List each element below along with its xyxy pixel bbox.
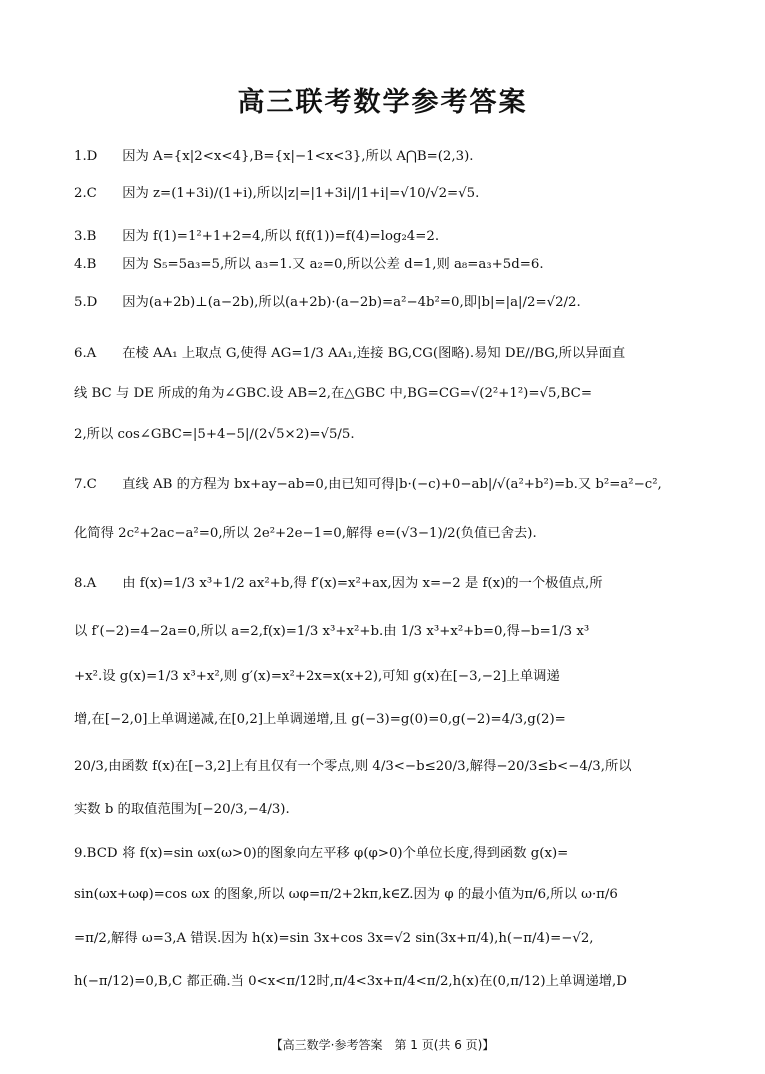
answer-line — [74, 150, 474, 163]
answer-label: 7.C — [74, 477, 97, 492]
answer-text: sin(ωx+ωφ)=cos ωx 的图象,所以 ωφ=π/2+2kπ,k∈Z.因为 φ 的最小值为π/6,所以 ω·π/6 — [74, 887, 618, 902]
answer-line — [74, 803, 290, 816]
answer-line — [74, 975, 627, 988]
answer-line — [74, 713, 566, 726]
answer-line — [74, 670, 560, 683]
page-footer: 【高三数学·参考答案 第 1 页(共 6 页)】 — [270, 1038, 495, 1052]
answer-text: 因为 f(1)=1²+1+2=4,所以 f(f(1))=f(4)=log₂4=2. — [122, 229, 440, 244]
answer-label: 5.D — [74, 295, 98, 310]
answer-text: 因为 S₅=5a₃=5,所以 a₃=1.又 a₂=0,所以公差 d=1,则 a₈=a₃+5d=6. — [122, 257, 544, 272]
answer-text: 在棱 AA₁ 上取点 G,使得 AG=1/3 AA₁,连接 BG,CG(图略).易知 DE//BG,所以异面直 — [122, 346, 626, 361]
answer-line — [74, 932, 594, 945]
answer-label: 2.C — [74, 186, 97, 201]
answer-line — [74, 187, 479, 200]
answer-text: 因为 z=(1+3i)/(1+i),所以|z|=|1+3i|/|1+i|=√10/√2=√5. — [122, 186, 480, 201]
answer-label: 1.D — [74, 149, 98, 164]
answer-text: =π/2,解得 ω=3,A 错误.因为 h(x)=sin 3x+cos 3x=√2 sin(3x+π/4),h(−π/4)=−√2, — [74, 931, 594, 946]
answer-line — [74, 527, 537, 540]
answer-line — [74, 577, 603, 590]
answer-text: 实数 b 的取值范围为[−20/3,−4/3). — [74, 802, 290, 817]
answer-line — [74, 258, 544, 271]
answer-line — [74, 296, 581, 309]
answer-line — [74, 347, 625, 360]
answer-line — [74, 387, 592, 400]
answer-line — [74, 478, 662, 491]
answer-text: 因为 A={x|2<x<4},B={x|−1<x<3},所以 A⋂B=(2,3). — [122, 149, 474, 164]
answer-line — [74, 625, 589, 638]
answer-text: h(−π/12)=0,B,C 都正确.当 0<x<π/12时,π/4<3x+π/4<π/2,h(x)在(0,π/12)上单调递增,D — [74, 974, 627, 989]
answer-text: 2,所以 cos∠GBC=|5+4−5|/(2√5×2)=√5/5. — [74, 427, 355, 442]
answer-text: +x².设 g(x)=1/3 x³+x²,则 g′(x)=x²+2x=x(x+2),可知 g(x)在[−3,−2]上单调递 — [74, 669, 560, 684]
answer-label: 8.A — [74, 576, 97, 591]
answer-text: 以 f′(−2)=4−2a=0,所以 a=2,f(x)=1/3 x³+x²+b.由 1/3 x³+x²+b=0,得−b=1/3 x³ — [74, 624, 590, 639]
answer-text: 增,在[−2,0]上单调递减,在[0,2]上单调递增,且 g(−3)=g(0)=0,g(−2)=4/3,g(2)= — [74, 712, 566, 727]
answer-text: 直线 AB 的方程为 bx+ay−ab=0,由已知可得|b·(−c)+0−ab|/√(a²+b²)=b.又 b²=a²−c², — [122, 477, 662, 492]
answer-text: 化简得 2c²+2ac−a²=0,所以 2e²+2e−1=0,解得 e=(√3−1)/2(负值已舍去). — [74, 526, 537, 541]
answer-label: 3.B — [74, 229, 97, 244]
answer-label: 9.BCD — [74, 846, 118, 861]
answer-line — [74, 888, 618, 901]
answer-line — [74, 230, 439, 243]
answer-text: 因为(a+2b)⊥(a−2b),所以(a+2b)·(a−2b)=a²−4b²=0,即|b|=|a|/2=√2/2. — [122, 295, 581, 310]
answer-text: 将 f(x)=sin ωx(ω>0)的图象向左平移 φ(φ>0)个单位长度,得到函数 g(x)= — [122, 846, 569, 861]
answer-text: 由 f(x)=1/3 x³+1/2 ax²+b,得 f′(x)=x²+ax,因为 x=−2 是 f(x)的一个极值点,所 — [122, 576, 603, 591]
answer-text: 线 BC 与 DE 所成的角为∠GBC.设 AB=2,在△GBC 中,BG=CG=√(2²+1²)=√5,BC= — [74, 386, 592, 401]
answer-line — [74, 428, 355, 441]
answer-line — [74, 847, 568, 860]
answer-label: 6.A — [74, 346, 97, 361]
answer-line — [74, 760, 632, 773]
answer-label: 4.B — [74, 257, 97, 272]
answer-text: 20/3,由函数 f(x)在[−3,2]上有且仅有一个零点,则 4/3<−b≤20/3,解得−20/3≤b<−4/3,所以 — [74, 759, 632, 774]
page-title: 高三联考数学参考答案 — [237, 87, 528, 118]
